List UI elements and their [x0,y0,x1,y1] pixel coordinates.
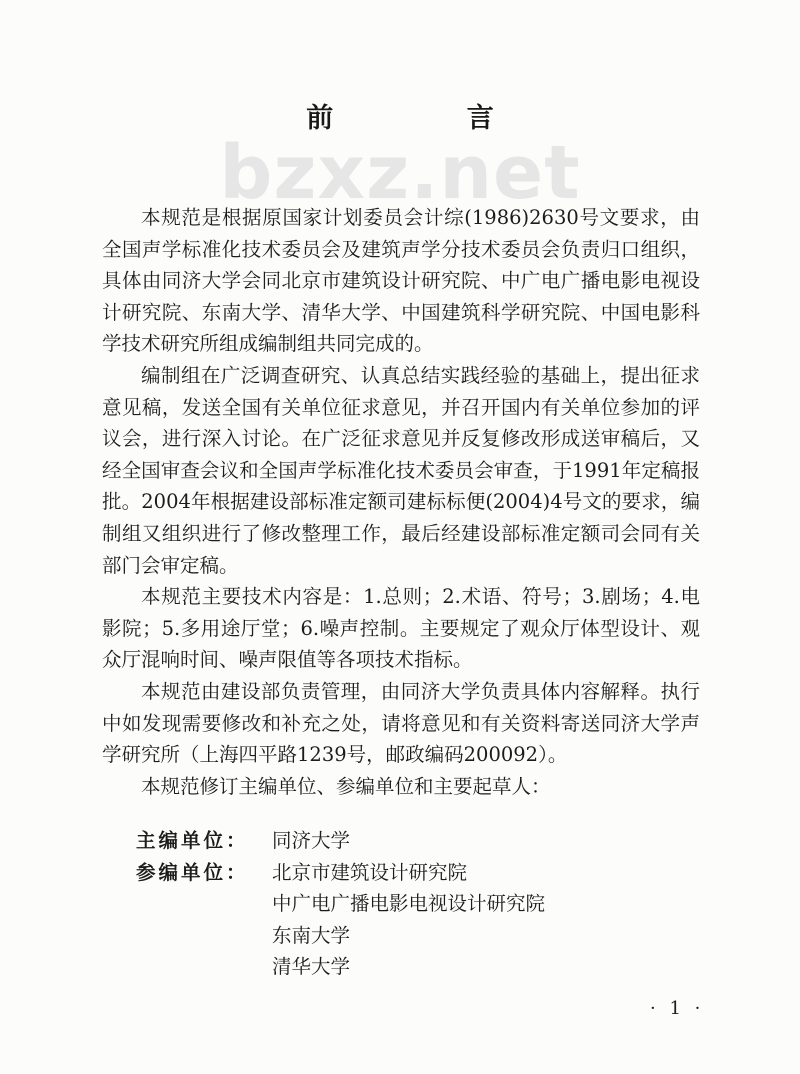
chief-unit-label: 主编单位： [136,829,249,852]
chief-unit-name: 同济大学 [272,829,351,852]
units-list [136,825,545,983]
page-number: · 1 · [650,998,705,1019]
participating-unit-name: 东南大学 [272,923,351,947]
chief-unit-values [272,825,350,857]
participating-unit-name: 清华大学 [272,955,351,979]
preface-body [102,202,700,802]
participating-unit-row [136,857,545,983]
paragraph-units-intro: 本规范修订主编单位、参编单位和主要起草人： [141,774,551,798]
chief-unit-row [136,825,545,857]
participating-unit-name: 中广电广播电影电视设计研究院 [272,892,546,916]
participating-unit-name: 北京市建筑设计研究院 [272,860,468,884]
participating-unit-values [272,857,545,983]
paragraph-process: 编制组在广泛调查研究、认真总结实践经验的基础上，提出征求意见稿，发送全国有关单位征求意见，并召开国内有关单位参加的评议会，进行深入讨论。在广泛征求意见并反复修改形成送审稿后，又经全国审查会议和全国声学标准化技术委员会审查，于1991年定稿报批。2004年根据建设部标准定额司建标标便(2004)4号文的要求，编制组又组织进行了修改整理工作，最后经建设部标准定额司会同有关部门会审定稿。 [102,363,700,577]
watermark: bzxz.net [219,130,581,216]
paragraph-origin: 本规范是根据原国家计划委员会计综(1986)2630号文要求，由全国声学标准化技术委员会及建筑声学分技术委员会负责归口组织，具体由同济大学会同北京市建筑设计研究院、中广电广播电影电视设计研究院、东南大学、清华大学、中国建筑科学研究院、中国电影科学技术研究所组成编制组共同完成的。 [102,206,700,356]
paragraph-management: 本规范由建设部负责管理，由同济大学负责具体内容解释。执行中如发现需要修改和补充之处，请将意见和有关资料寄送同济大学声学研究所（上海四平路1239号，邮政编码200092）。 [102,679,700,767]
participating-unit-label: 参编单位： [136,860,249,884]
paragraph-contents: 本规范主要技术内容是：1.总则；2.术语、符号；3.剧场；4.电影院；5.多用途厅堂；6.噪声控制。主要规定了观众厅体型设计、观众厅混响时间、噪声限值等各项技术指标。 [102,585,700,672]
page-title: 前 言 [306,103,556,134]
